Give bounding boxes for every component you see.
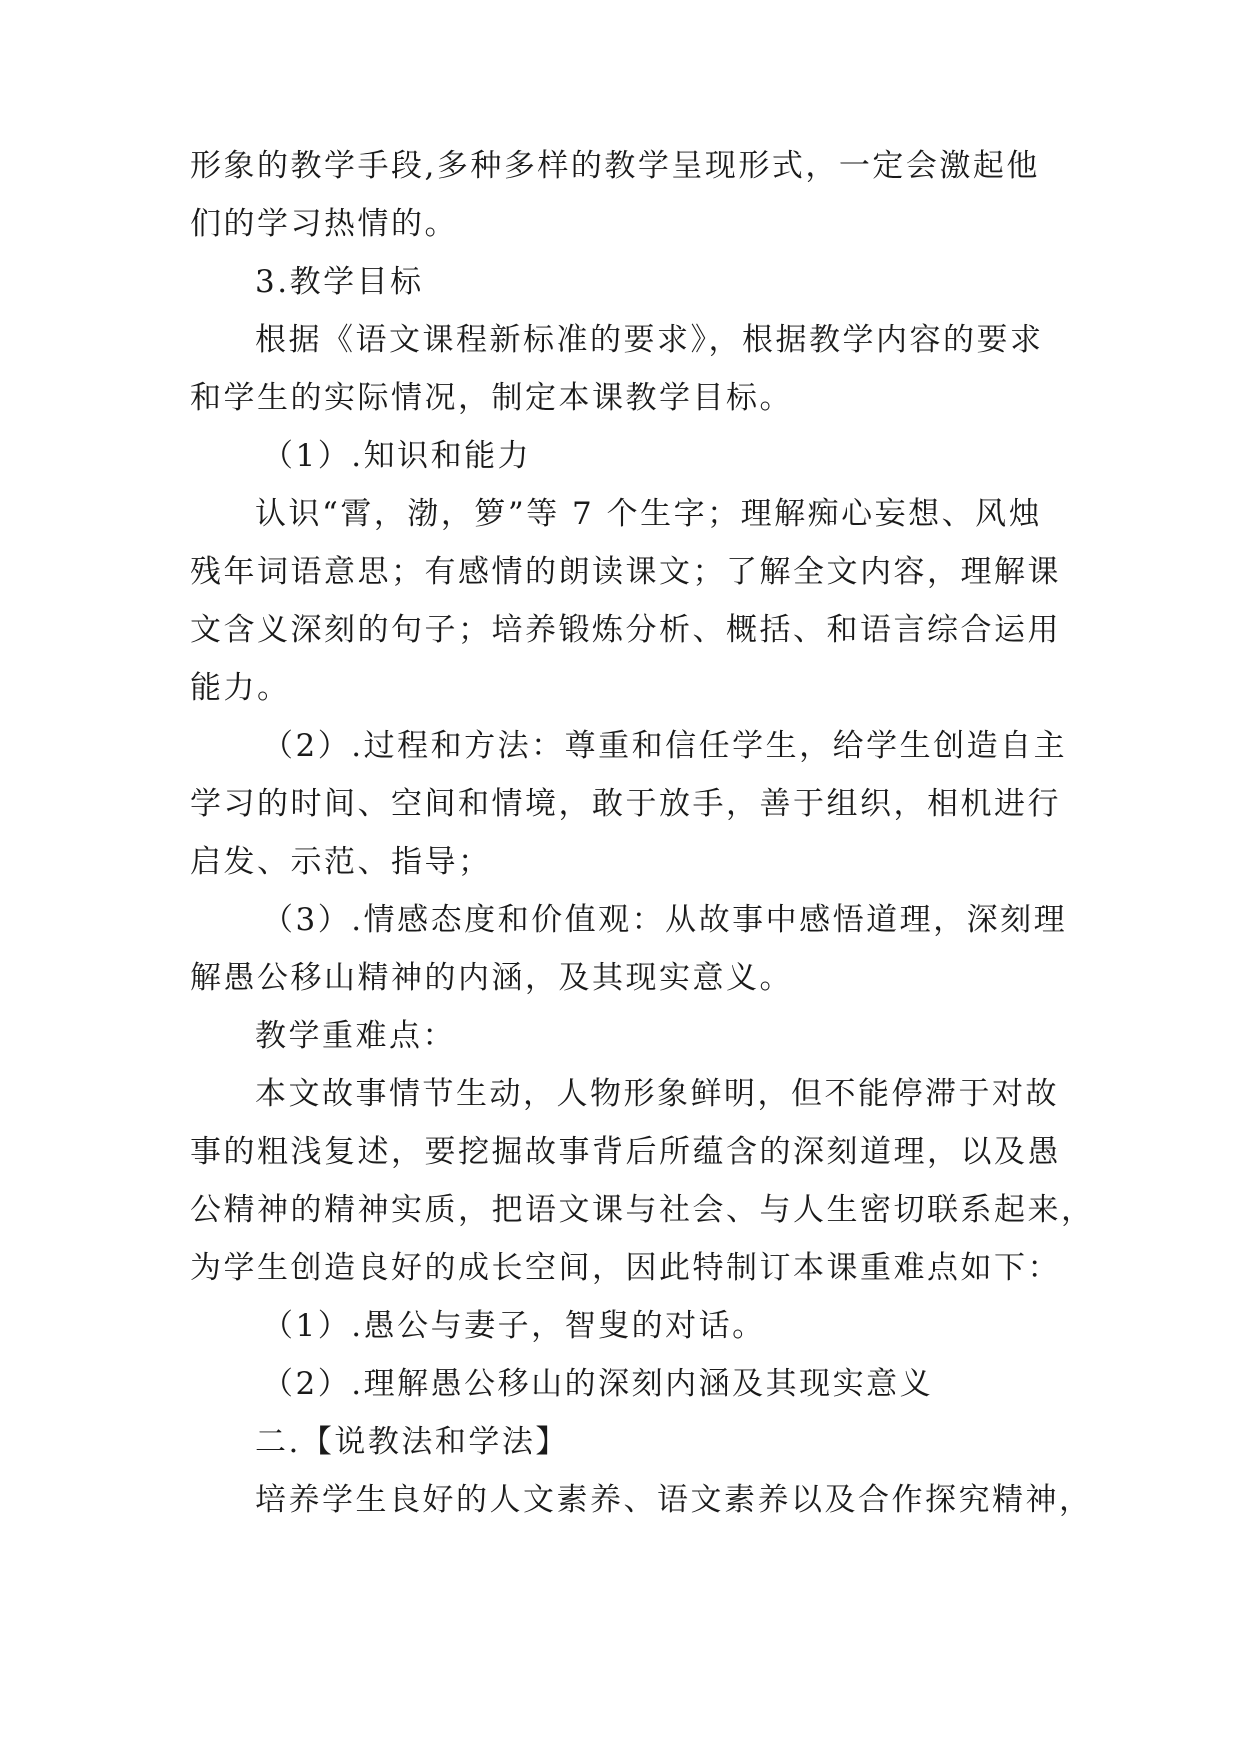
section-heading-methods: 二.【说教法和学法】	[255, 1424, 569, 1460]
section-heading-teaching-goals: 3.教学目标	[255, 264, 424, 300]
text-line-9: 文含义深刻的句子；培养锻炼分析、概括、和语言综合运用	[190, 612, 1061, 648]
text-line-2: 们的学习热情的。	[190, 206, 458, 242]
text-line-17: 本文故事情节生动，人物形象鲜明，但不能停滞于对故	[255, 1076, 1059, 1112]
text-line-10: 能力。	[190, 670, 291, 706]
text-line-19: 公精神的精神实质，把语文课与社会、与人生密切联系起来，	[190, 1192, 1095, 1228]
text-line-13: 启发、示范、指导；	[190, 844, 492, 880]
text-line-12: 学习的时间、空间和情境，敢于放手，善于组织，相机进行	[190, 786, 1061, 822]
subheading-process-method: （2）.过程和方法：尊重和信任学生，给学生创造自主	[262, 728, 1068, 764]
text-line-1: 形象的教学手段,多种多样的教学呈现形式，一定会激起他	[190, 148, 1040, 184]
subheading-emotion-values: （3）.情感态度和价值观：从故事中感悟道理，深刻理	[262, 902, 1068, 938]
text-line-20: 为学生创造良好的成长空间，因此特制订本课重难点如下：	[190, 1250, 1061, 1286]
text-line-15: 解愚公移山精神的内涵，及其现实意义。	[190, 960, 793, 996]
key-point-2: （2）.理解愚公移山的深刻内涵及其现实意义	[262, 1366, 934, 1402]
section-heading-key-points: 教学重难点：	[255, 1018, 456, 1054]
text-line-24: 培养学生良好的人文素养、语文素养以及合作探究精神，	[255, 1482, 1093, 1518]
text-line-18: 事的粗浅复述，要挖掘故事背后所蕴含的深刻道理，以及愚	[190, 1134, 1061, 1170]
key-point-1: （1）.愚公与妻子，智叟的对话。	[262, 1308, 766, 1344]
text-line-5: 和学生的实际情况，制定本课教学目标。	[190, 380, 793, 416]
text-line-7: 认识“霄，渤，箩”等 7 个生字；理解痴心妄想、风烛	[255, 496, 1043, 532]
text-line-4: 根据《语文课程新标准的要求》，根据教学内容的要求	[255, 322, 1044, 358]
subheading-knowledge-ability: （1）.知识和能力	[262, 438, 532, 474]
text-line-8: 残年词语意思；有感情的朗读课文；了解全文内容，理解课	[190, 554, 1061, 590]
